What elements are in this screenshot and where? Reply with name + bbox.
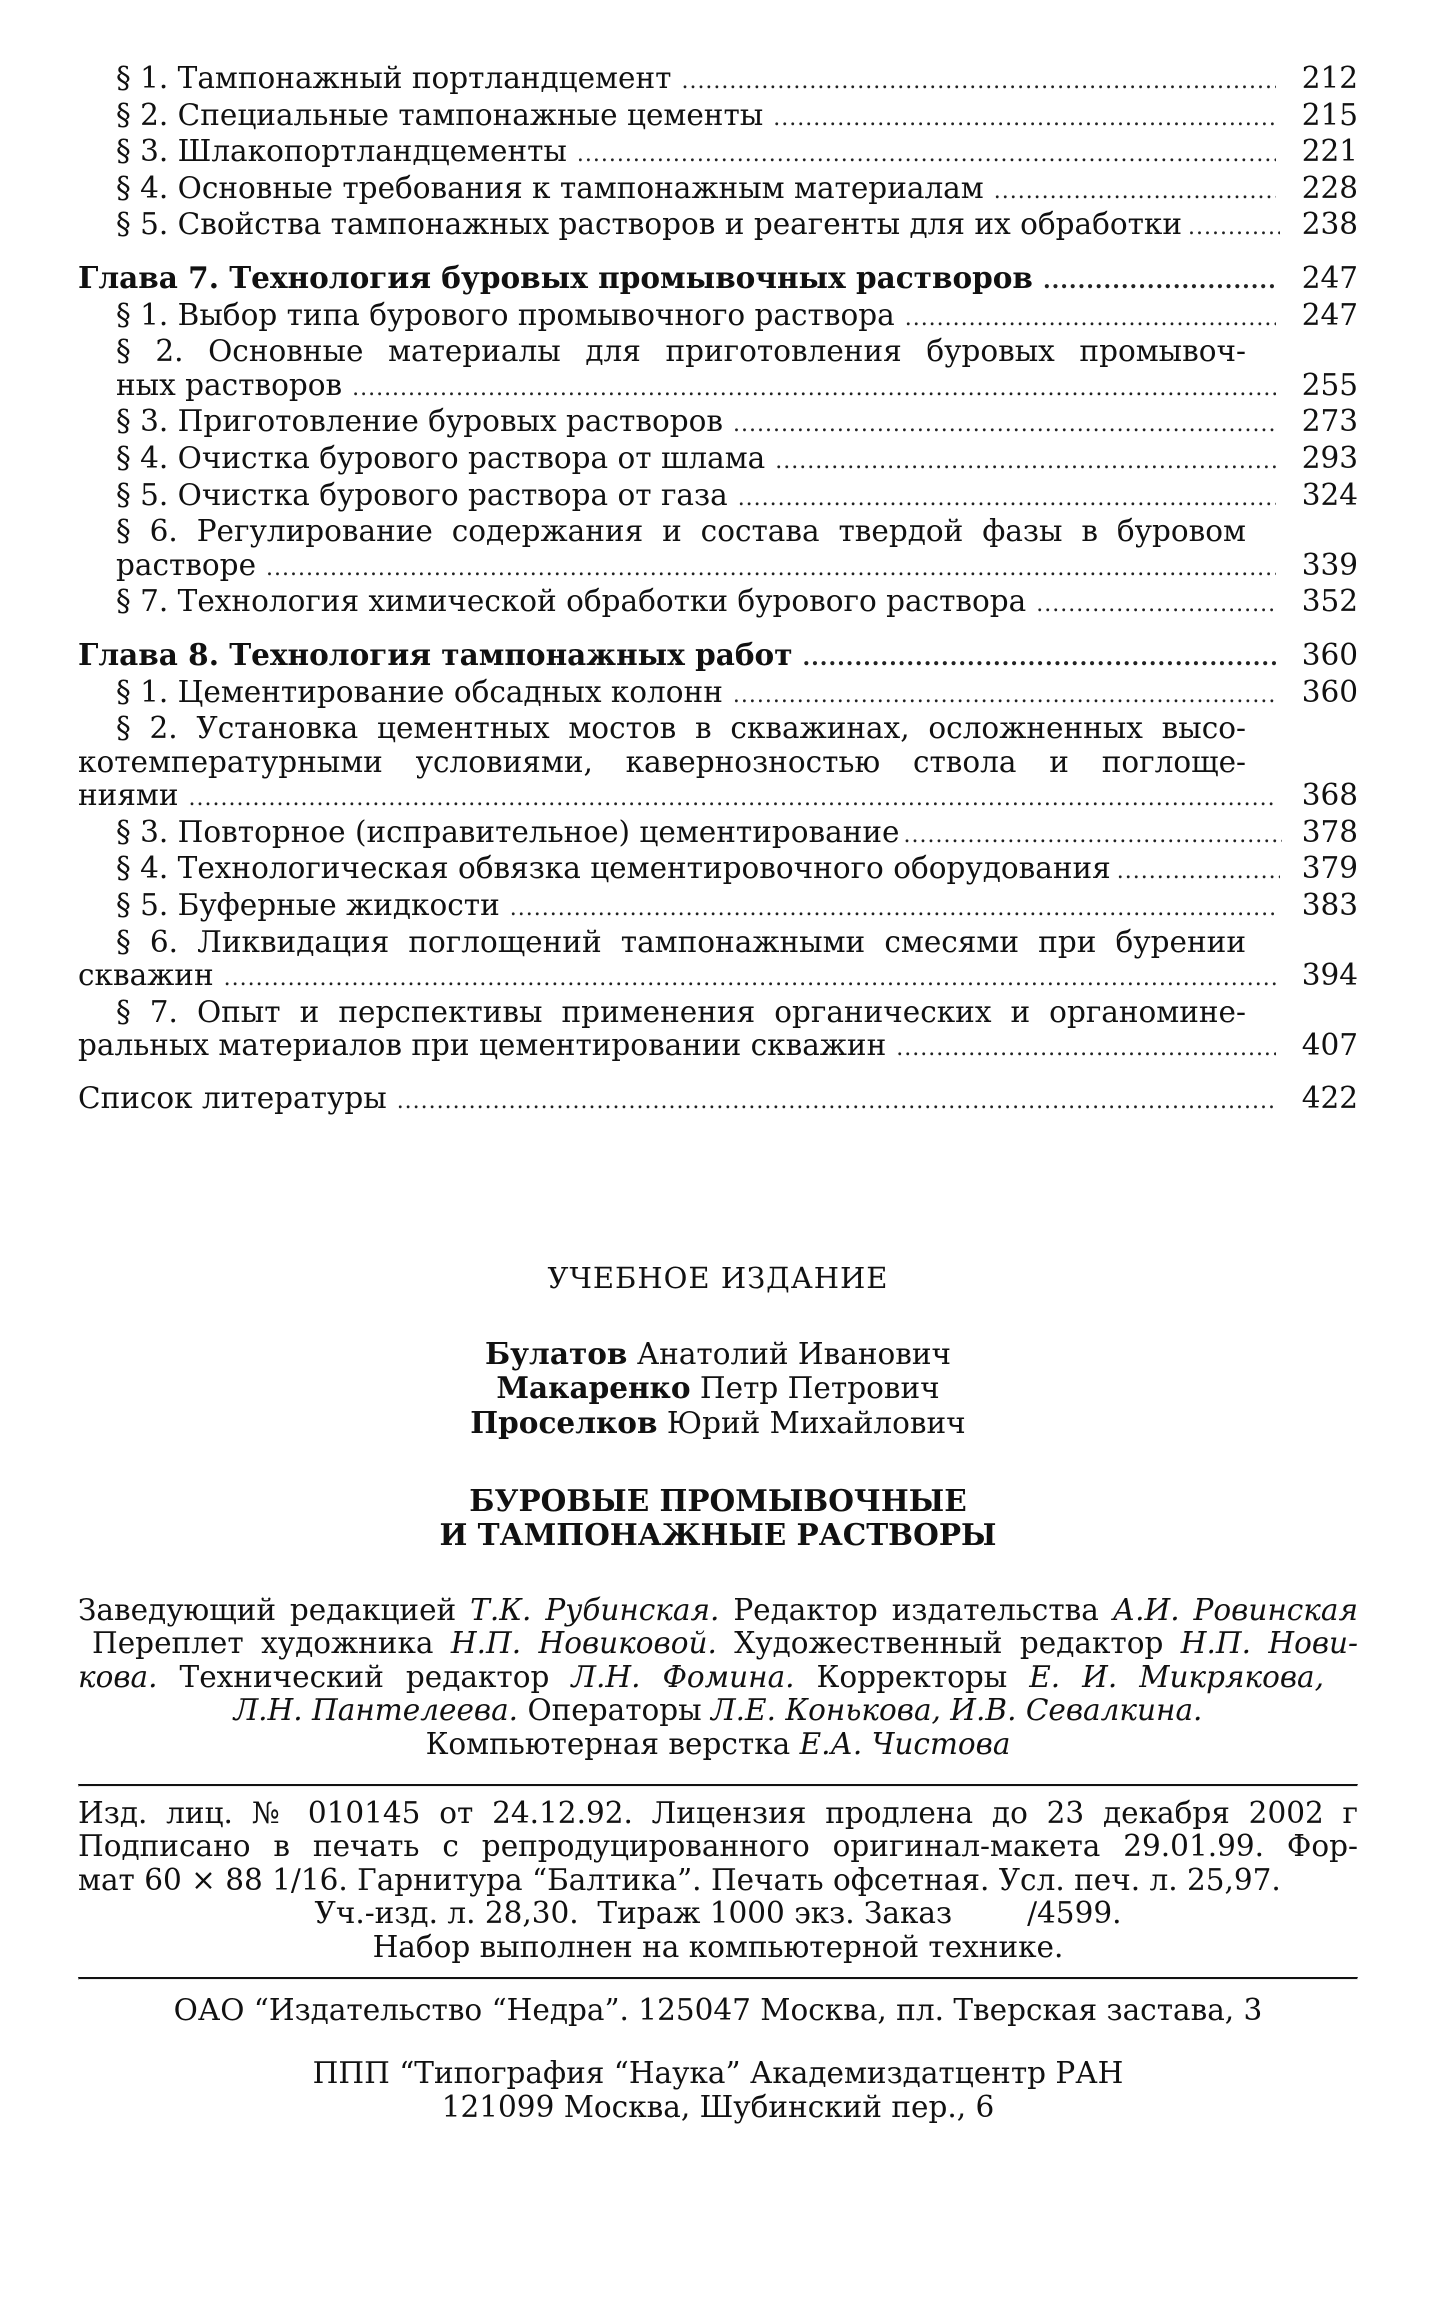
author: Булатов Анатолий Иванович	[484, 1335, 952, 1371]
toc-entry-title: § 1. Цементирование обсадных колонн	[116, 674, 723, 709]
printer-line: ППП “Типография “Наука” Академиздатцентр РАН	[312, 2056, 1124, 2091]
editorial-staff	[78, 1594, 1358, 1762]
toc-entry[interactable]	[78, 208, 1358, 245]
toc-entry-title: § 4. Очистка бурового раствора от шлама	[116, 440, 766, 475]
leader-dots	[577, 138, 1276, 172]
toc-entry[interactable]	[78, 585, 1358, 622]
leader-dots	[510, 892, 1276, 926]
page	[78, 62, 1358, 2124]
toc-page-number: 352	[1301, 584, 1358, 619]
toc-entry[interactable]	[78, 299, 1358, 336]
toc-entry[interactable]	[78, 816, 1358, 853]
toc-entry-title: § 4. Основные требования к тампонажным материалам	[116, 170, 984, 205]
toc-entry[interactable]	[78, 959, 1358, 996]
toc-literature[interactable]	[78, 1082, 1358, 1119]
toc-page-number: 221	[1301, 134, 1358, 169]
toc-entry-title: скважин	[78, 958, 214, 993]
leader-dots	[224, 962, 1276, 996]
pub-line: Уч.-изд. л. 28,30. Тираж 1000 экз. Заказ /4599.	[314, 1896, 1122, 1931]
toc-page-number: 360	[1301, 637, 1358, 672]
leader-dots	[904, 819, 1282, 853]
toc-page-number: 247	[1301, 297, 1358, 332]
toc-page-number: 324	[1301, 477, 1358, 512]
edition-label: УЧЕБНОЕ ИЗДАНИЕ	[547, 1260, 889, 1295]
toc-entry[interactable]	[78, 442, 1358, 479]
toc-entry-title: растворе	[116, 547, 257, 582]
toc-entry-title: § 1. Тампонажный портландцемент	[116, 61, 672, 95]
toc-entry-title: § 7. Технология химической обработки бурового раствора	[116, 584, 1027, 619]
author: Макаренко Петр Петрович	[496, 1370, 940, 1406]
pub-line: Изд. лиц. № 010145 от 24.12.92. Лицензия продлена до 23 декабря 2002 г	[78, 1795, 1358, 1830]
toc-entry-title: § 3. Повторное (исправительное) цементирование	[116, 814, 900, 849]
leader-dots	[352, 372, 1276, 406]
toc-entry-wrapped-line[interactable]: § 6. Ликвидация поглощений тампонажными смесями при бурении	[116, 924, 1246, 959]
toc-entry-title: § 3. Приготовление буровых растворов	[116, 404, 723, 439]
toc-page-number: 273	[1301, 404, 1358, 439]
leader-dots	[738, 482, 1276, 516]
toc-entry[interactable]	[78, 99, 1358, 136]
toc-entry-title: § 2. Специальные тампонажные цементы	[116, 97, 764, 132]
toc-entry[interactable]	[78, 479, 1358, 516]
toc-page-number: 378	[1301, 814, 1358, 849]
toc-page-number: 293	[1301, 440, 1358, 475]
leader-dots	[733, 679, 1276, 713]
publisher-address: ОАО “Издательство “Недра”. 125047 Москва, пл. Тверская застава, 3	[173, 1992, 1263, 2027]
toc-entry-title: ниями	[78, 778, 179, 813]
toc-entry[interactable]	[78, 676, 1358, 713]
chapter-title: Глава 8. Технология тампонажных работ	[78, 636, 793, 672]
leader-dots	[1117, 855, 1280, 889]
toc-entry[interactable]	[78, 549, 1358, 586]
toc-chapter-8[interactable]	[78, 638, 1358, 676]
toc-page-number: 368	[1301, 778, 1358, 813]
leader-dots	[1188, 211, 1280, 245]
toc-entry-wrapped-line[interactable]: § 7. Опыт и перспективы применения органических и органомине-	[116, 994, 1246, 1029]
toc-entry-title: ных растворов	[116, 367, 343, 402]
leader-dots	[896, 1032, 1276, 1066]
pub-line: Подписано в печать с репродуцированного оригинал-макета 29.01.99. Фор-	[78, 1829, 1358, 1864]
toc-entry[interactable]	[78, 135, 1358, 172]
toc-entry[interactable]	[78, 172, 1358, 209]
toc-entry-title: § 4. Технологическая обвязка цементировочного оборудования	[116, 851, 1111, 886]
toc-entry[interactable]	[78, 62, 1358, 99]
toc-page-number: 212	[1301, 61, 1358, 95]
leader-dots	[397, 1085, 1276, 1119]
toc-page-number: 422	[1301, 1081, 1358, 1116]
leader-dots	[1043, 265, 1276, 299]
toc-entry-title: § 5. Свойства тампонажных растворов и реагенты для их обработки	[116, 207, 1183, 242]
leader-dots	[681, 65, 1276, 99]
leader-dots	[802, 642, 1276, 676]
toc-page-number: 339	[1301, 547, 1358, 582]
toc-page-number: 407	[1301, 1028, 1358, 1063]
toc-entry-title: § 5. Буферные жидкости	[116, 888, 500, 923]
publication-data	[78, 1797, 1358, 1965]
toc-entry[interactable]	[78, 889, 1358, 926]
divider	[78, 1977, 1358, 1980]
toc-entry-wrapped-line[interactable]: § 2. Основные материалы для приготовления буровых промывоч-	[116, 334, 1246, 369]
leader-dots	[773, 102, 1276, 136]
toc-page-number: 379	[1301, 851, 1358, 886]
author: Проселков Юрий Михайлович	[470, 1404, 966, 1440]
chapter-title: Глава 7. Технология буровых промывочных растворов	[78, 259, 1033, 295]
toc-page-number: 228	[1301, 170, 1358, 205]
staff-line: кова. Технический редактор Л.Н. Фомина. Корректоры Е. И. Микрякова,	[78, 1659, 1325, 1694]
toc-entry-title: Список литературы	[78, 1081, 387, 1116]
printer-address	[78, 2057, 1358, 2124]
book-title: БУРОВЫЕ ПРОМЫВОЧНЫЕ И ТАМПОНАЖНЫЕ РАСТВОРЫ	[439, 1483, 997, 1552]
pub-line: мат 60 × 88 1/16. Гарнитура “Балтика”. Печать офсетная. Усл. печ. л. 25,97.	[78, 1862, 1281, 1897]
leader-dots	[266, 552, 1276, 586]
toc-page-number: 360	[1301, 674, 1358, 709]
staff-line: Компьютерная верстка Е.А. Чистова	[425, 1726, 1011, 1761]
toc-entry[interactable]	[78, 369, 1358, 406]
toc-page-number: 255	[1301, 367, 1358, 402]
toc-page-number: 238	[1301, 207, 1358, 242]
toc-page-number: 394	[1301, 958, 1358, 993]
toc-page-number: 247	[1301, 260, 1358, 295]
toc-chapter-7[interactable]	[78, 261, 1358, 299]
staff-line: Заведующий редакцией Т.К. Рубинская. Редактор издательства А.И. Ровинская	[78, 1592, 1359, 1627]
toc-entry-wrapped-line[interactable]: § 6. Регулирование содержания и состава твердой фазы в буровом	[116, 514, 1246, 549]
toc-entry-title: ральных материалов при цементировании скважин	[78, 1028, 887, 1063]
toc-entry[interactable]	[78, 852, 1358, 889]
printer-line: 121099 Москва, Шубинский пер., 6	[441, 2089, 995, 2124]
toc-entry-title: § 1. Выбор типа бурового промывочного раствора	[116, 297, 895, 332]
leader-dots	[1036, 588, 1276, 622]
toc-entry-wrapped-line[interactable]: котемпературными условиями, кавернозностью ствола и поглоще-	[78, 744, 1246, 779]
table-of-contents	[78, 62, 1358, 1119]
toc-entry[interactable]	[78, 405, 1358, 442]
toc-entry[interactable]	[78, 779, 1358, 816]
leader-dots	[775, 445, 1276, 479]
leader-dots	[733, 408, 1276, 442]
leader-dots	[994, 175, 1276, 209]
toc-entry[interactable]	[78, 1029, 1358, 1066]
leader-dots	[905, 302, 1276, 336]
toc-entry-title: § 5. Очистка бурового раствора от газа	[116, 477, 728, 512]
pub-line: Набор выполнен на компьютерной технике.	[372, 1929, 1064, 1964]
toc-entry-title: § 3. Шлакопортландцементы	[116, 134, 567, 169]
staff-line: Л.Н. Пантелеева. Операторы Л.Е. Конькова, И.В. Севалкина.	[233, 1693, 1203, 1728]
leader-dots	[189, 782, 1276, 816]
divider	[78, 1784, 1358, 1787]
toc-page-number: 215	[1301, 97, 1358, 132]
toc-entry-wrapped-line[interactable]: § 2. Установка цементных мостов в скважинах, осложненных высо-	[116, 711, 1246, 746]
toc-page-number: 383	[1301, 888, 1358, 923]
authors-list	[78, 1337, 1358, 1441]
staff-line: Переплет художника Н.П. Новиковой. Художественный редактор Н.П. Нови-	[92, 1626, 1358, 1661]
